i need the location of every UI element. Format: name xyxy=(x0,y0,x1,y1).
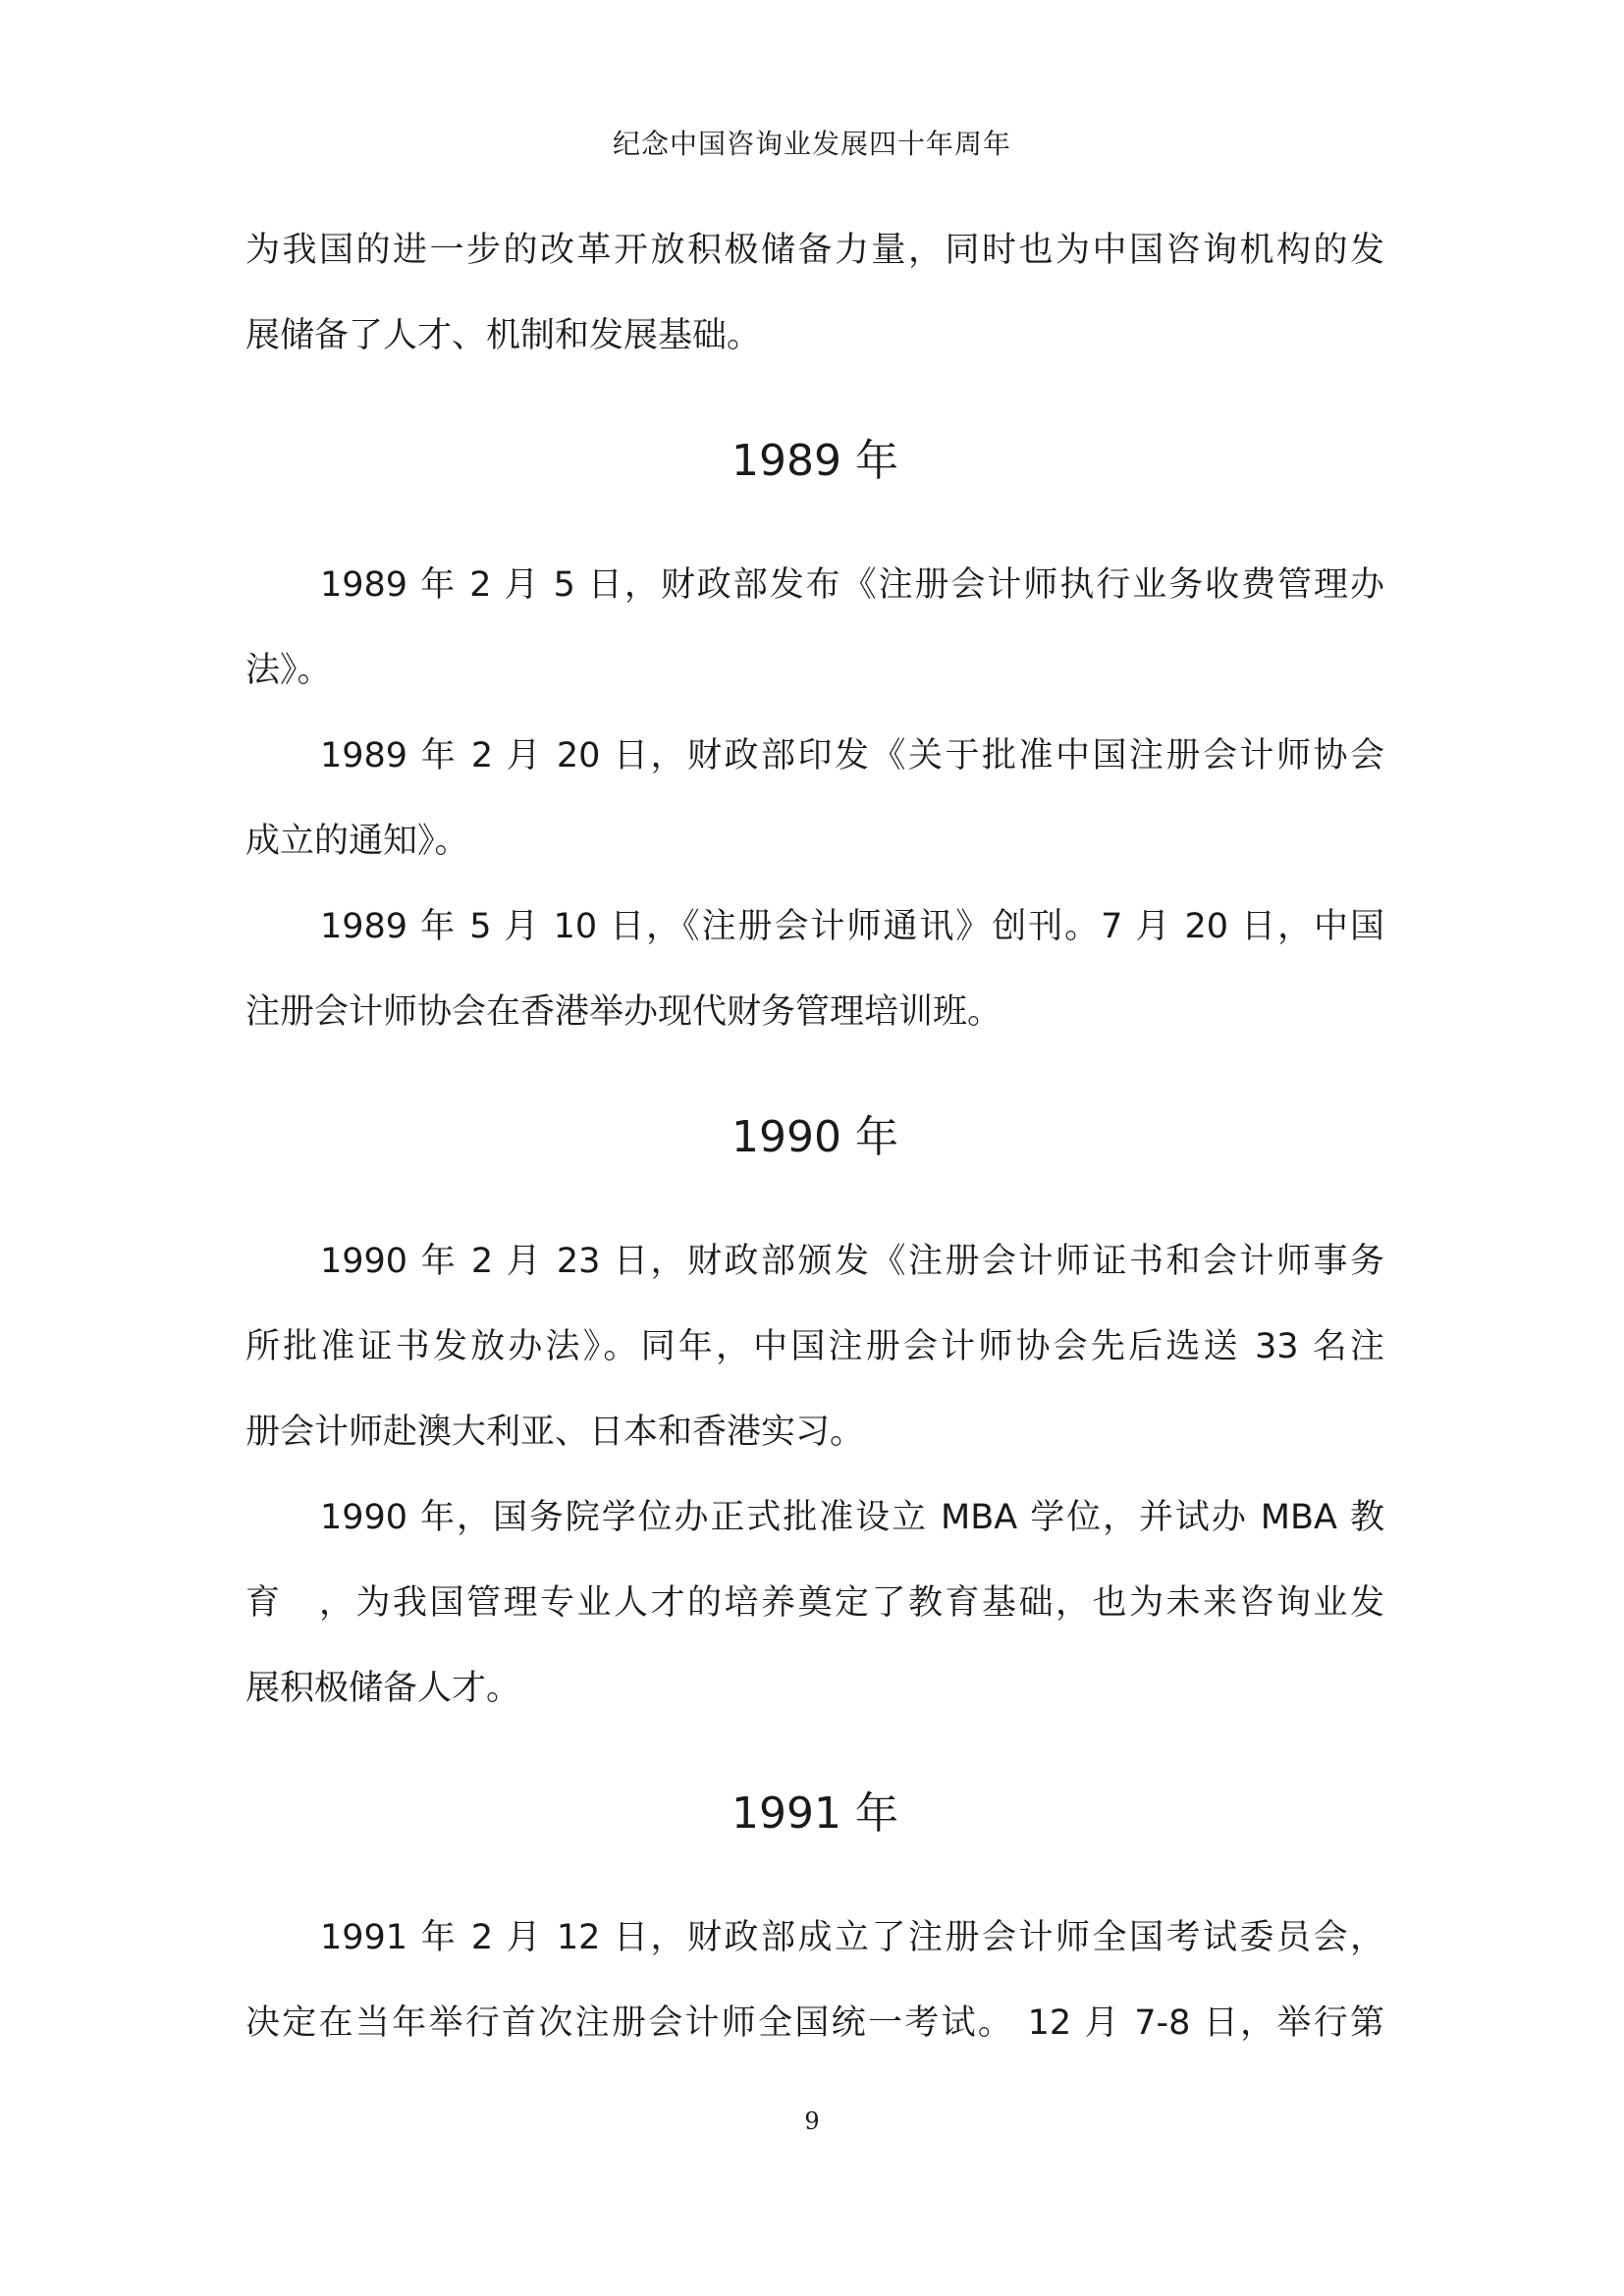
paragraph-line: 1989 年 2 月 20 日，财政部印发《关于批准中国注册会计师协会 xyxy=(320,736,1384,775)
paragraph-line: 展积极储备人才。 xyxy=(245,1669,521,1708)
paragraph-line: 1990 年，国务院学位办正式批准设立 MBA 学位，并试办 MBA 教 xyxy=(320,1498,1384,1537)
paragraph-line: 1990 年 2 月 23 日，财政部颁发《注册会计师证书和会计师事务 xyxy=(320,1242,1384,1281)
year-heading-1989: 1989 年 xyxy=(731,436,898,486)
paragraph-line: 成立的通知》。 xyxy=(245,822,469,861)
running-header: 纪念中国咨询业发展四十年周年 xyxy=(612,128,1011,160)
paragraph-line: 决定在当年举行首次注册会计师全国统一考试。 12 月 7-8 日，举行第 xyxy=(245,2003,1384,2043)
paragraph-line: 1991 年 2 月 12 日，财政部成立了注册会计师全国考试委员会， xyxy=(320,1918,1384,1957)
paragraph-1989-newsletter xyxy=(245,884,1384,1055)
paragraph-1990-mba xyxy=(245,1475,1384,1732)
paragraph-line: 1989 年 2 月 5 日，财政部发布《注册会计师执行业务收费管理办 xyxy=(320,565,1384,605)
intro-paragraph xyxy=(245,208,1384,379)
paragraph-line: 法》。 xyxy=(245,651,332,690)
paragraph-line: 所批准证书发放办法》。同年，中国注册会计师协会先后选送 33 名注 xyxy=(245,1327,1384,1366)
paragraph-line: 为我国的进一步的改革开放积极储备力量，同时也为中国咨询机构的发 xyxy=(245,231,1384,270)
page-number: 9 xyxy=(804,2108,820,2135)
paragraph-line: 1989 年 5 月 10 日，《注册会计师通讯》创刊。7 月 20 日，中国 xyxy=(320,907,1384,946)
year-heading-1990: 1990 年 xyxy=(731,1112,898,1162)
paragraph-1989-fee-rules xyxy=(245,543,1384,714)
paragraph-line: 展储备了人才、机制和发展基础。 xyxy=(245,316,762,355)
page-body xyxy=(245,208,1384,2066)
paragraph-line: 注册会计师协会在香港举办现代财务管理培训班。 xyxy=(245,992,1002,1032)
paragraph-1990-certificates xyxy=(245,1219,1384,1475)
paragraph-line: 册会计师赴澳大利亚、日本和香港实习。 xyxy=(245,1413,865,1452)
paragraph-1991-exam-committee xyxy=(245,1896,1384,2066)
paragraph-line: 育 ，为我国管理专业人才的培养奠定了教育基础，也为未来咨询业发 xyxy=(245,1583,1384,1623)
year-heading-1991: 1991 年 xyxy=(731,1789,898,1839)
paragraph-1989-cicpa-founding xyxy=(245,714,1384,884)
